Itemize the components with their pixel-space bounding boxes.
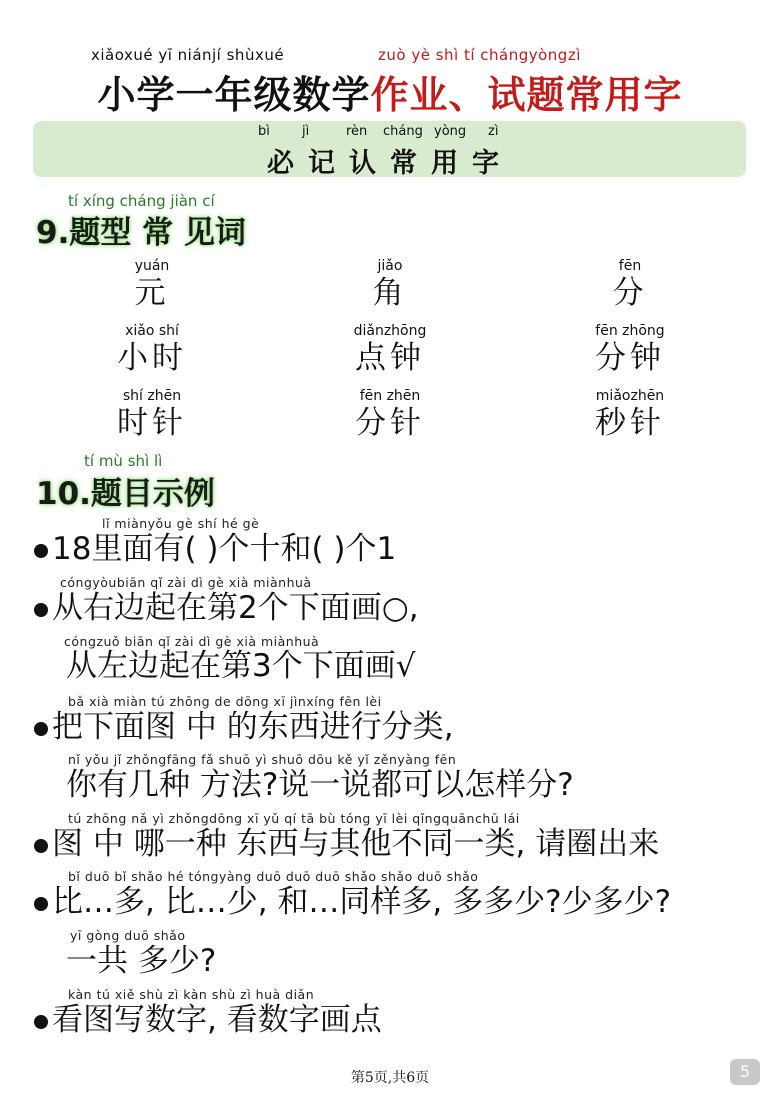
- banner-title: 必记认常用字: [267, 148, 513, 179]
- example-line: 把下面图 中 的东西进行分类,: [34, 709, 454, 745]
- example-line: 看图写数字, 看数字画点: [34, 1002, 382, 1038]
- page-title-black: 小学一年级数学: [97, 73, 371, 117]
- banner-pinyin-3: cháng: [383, 124, 423, 139]
- example-line: 18里面有( )个十和( )个1: [34, 531, 396, 567]
- example-line: 你有几种 方法?说一说都可以怎样分?: [66, 767, 574, 803]
- title-pinyin-black: xiǎoxué yī niánjí shùxué: [91, 46, 285, 64]
- banner-pinyin-0: bì: [258, 124, 270, 139]
- page-number-badge: 5: [730, 1059, 760, 1085]
- vocab-word: yuán 元: [134, 258, 170, 311]
- vocab-word: diǎnzhōng 点钟: [353, 323, 427, 376]
- example-pinyin: yī gòng duō shǎo: [70, 928, 186, 943]
- banner-pinyin-2: rèn: [346, 124, 368, 139]
- section9-pinyin: tí xíng cháng jiàn cí: [68, 192, 215, 210]
- vocab-word: miǎozhēn 秒针: [595, 388, 665, 441]
- vocab-word: jiǎo 角: [372, 258, 408, 311]
- bullet-icon: [34, 544, 48, 558]
- example-pinyin: cóngyòubiān qǐ zài dì gè xià miànhuà: [60, 575, 312, 590]
- bullet-icon: [34, 1015, 48, 1029]
- example-pinyin: lǐ miànyǒu gè shí hé gè: [102, 516, 260, 531]
- banner-pinyin-5: zì: [488, 124, 499, 139]
- example-line: 从右边起在第2个下面画○,: [34, 590, 419, 626]
- bullet-icon: [34, 839, 48, 853]
- example-line: 图 中 哪一种 东西与其他不同一类, 请圈出来: [34, 826, 659, 862]
- example-line: 从左边起在第3个下面画√: [66, 648, 416, 684]
- example-line: 一共 多少?: [66, 943, 217, 979]
- banner-pinyin-4: yòng: [434, 124, 467, 139]
- page-title-red: 作业、试题常用字: [370, 73, 683, 117]
- example-pinyin: bǎ xià miàn tú zhōng de dōng xī jìnxíng fēn lèi: [68, 694, 382, 709]
- title-pinyin-red: zuò yè shì tí chángyòngzì: [378, 46, 581, 64]
- section10-title: 10.题目示例: [36, 476, 215, 512]
- vocab-word: fēn zhōng 分钟: [595, 323, 665, 376]
- vocab-word: fēn 分: [612, 258, 648, 311]
- page-title: [0, 64, 780, 119]
- vocab-word: xiǎo shí 小时: [117, 323, 187, 376]
- example-line: 比…多, 比…少, 和…同样多, 多多少?少多少?: [34, 884, 671, 920]
- bullet-icon: [34, 897, 48, 911]
- vocab-word: fēn zhēn 分针: [355, 388, 425, 441]
- section9-title: 9.题型 常 见词: [36, 215, 246, 251]
- example-pinyin: nǐ yǒu jǐ zhǒngfāng fǎ shuō yì shuō dōu kě yǐ zěnyàng fēn: [68, 752, 457, 767]
- example-pinyin: bǐ duō bǐ shǎo hé tóngyàng duō duō duō shǎo shǎo duō shǎo: [68, 869, 479, 884]
- example-pinyin: kàn tú xiě shù zì kàn shù zì huà diǎn: [68, 987, 315, 1002]
- page-indicator: 第5页,共6页: [350, 1070, 430, 1086]
- bullet-icon: [34, 603, 48, 617]
- vocab-word: shí zhēn 时针: [117, 388, 187, 441]
- section10-pinyin: tí mù shì lì: [84, 452, 163, 470]
- banner-pinyin-1: jì: [302, 124, 310, 139]
- example-pinyin: tú zhōng nǎ yì zhǒngdōng xī yǔ qí tā bù tóng yī lèi qǐngquānchū lái: [68, 811, 520, 826]
- example-pinyin: cóngzuǒ biān qǐ zài dì gè xià miànhuà: [64, 634, 320, 649]
- bullet-icon: [34, 722, 48, 736]
